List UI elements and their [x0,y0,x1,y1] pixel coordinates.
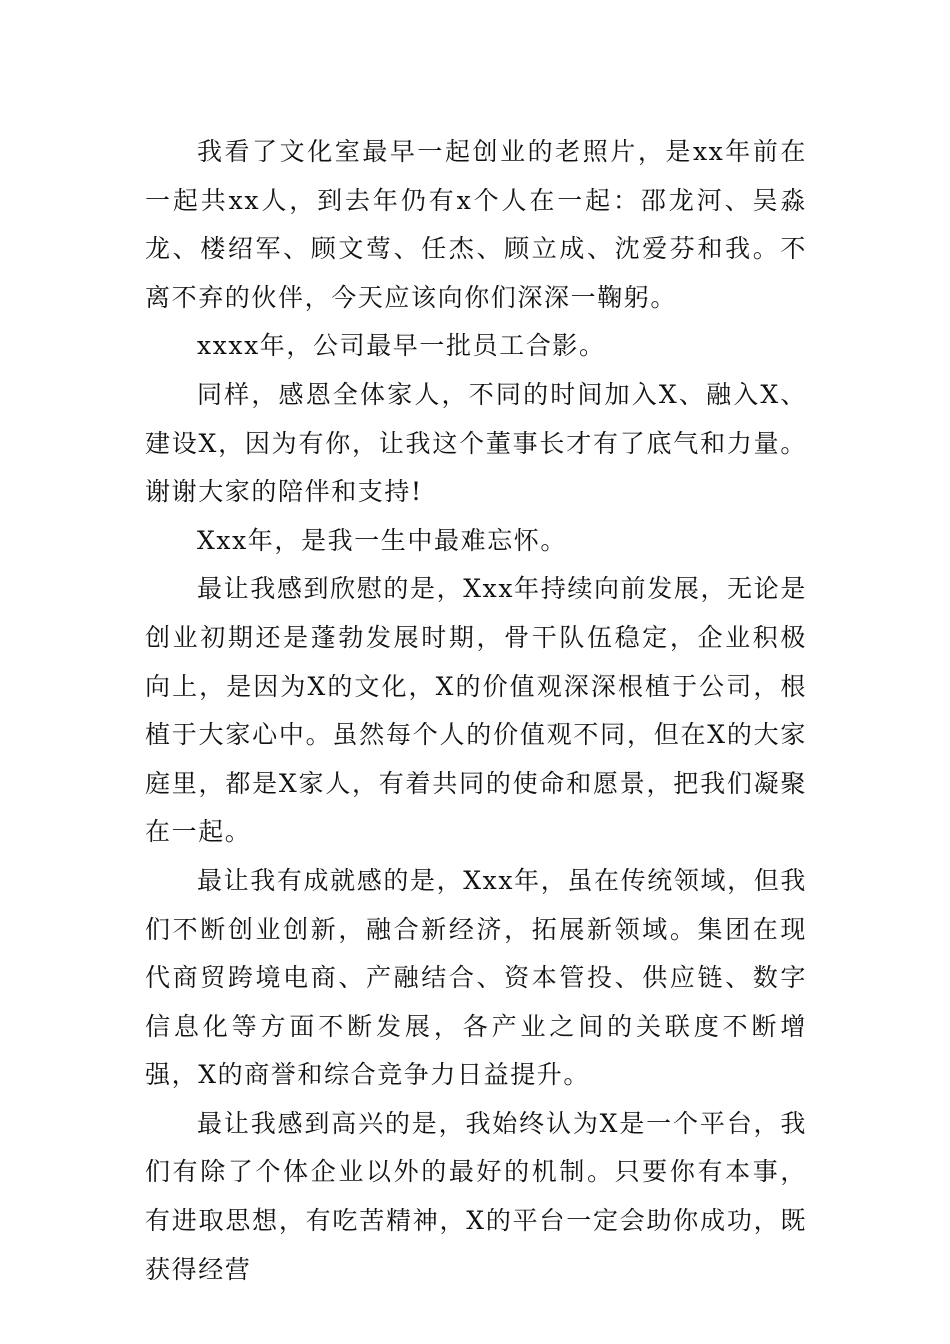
paragraph-gratitude: 同样，感恩全体家人，不同的时间加入X、融入X、建设X，因为有你，让我这个董事长才有了底气和力量。谢谢大家的陪伴和支持! [145,379,807,507]
paragraph-photo-caption: xxxx年，公司最早一批员工合影。 [197,331,606,361]
paragraph-platform: 最让我感到高兴的是，我始终认为X是一个平台，我们有除了个体企业以外的最好的机制。只要你有本事，有进取思想，有吃苦精神，X的平台一定会助你成功，既获得经营 [145,1108,807,1284]
paragraph-memorable-year: Xxx年，是我一生中最难忘怀。 [197,525,567,555]
document-body [145,128,807,1294]
paragraph-achievement: 最让我有成就感的是，Xxx年，虽在传统领域，但我们不断创业创新，融合新经济，拓展新领域。集团在现代商贸跨境电商、产融结合、资本管投、供应链、数字信息化等方面不断发展，各产业之间的关联度不断增强，X的商誉和综合竞争力日益提升。 [145,865,807,1090]
paragraph-founding-photo: 我看了文化室最早一起创业的老照片，是xx年前在一起共xx人，到去年仍有x个人在一起：邵龙河、吴淼龙、楼绍军、顾文莺、任杰、顾立成、沈爱芬和我。不离不弃的伙伴，今天应该向你们深深一鞠躬。 [145,137,807,312]
paragraph-culture: 最让我感到欣慰的是，Xxx年持续向前发展，无论是创业初期还是蓬勃发展时期，骨干队伍稳定，企业积极向上，是因为X的文化，X的价值观深深根植于公司，根植于大家心中。虽然每个人的价值观不同，但在X的大家庭里，都是X家人，有着共同的使命和愿景，把我们凝聚在一起。 [145,574,807,847]
